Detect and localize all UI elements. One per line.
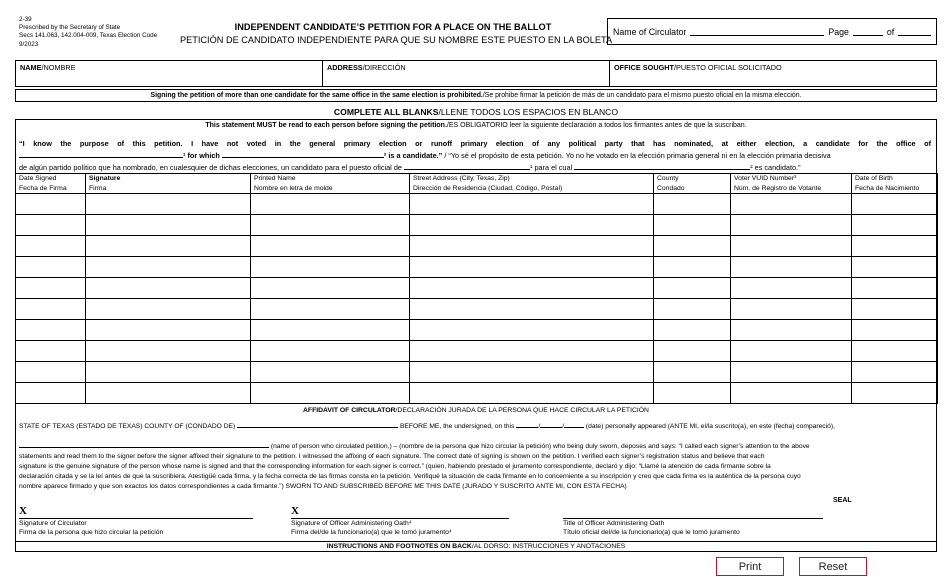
instructions-footnote: INSTRUCTIONS AND FOOTNOTES ON BACK/AL DORSO: INSTRUCCIONES Y ANOTACIONES bbox=[15, 541, 937, 552]
signer-cell[interactable] bbox=[16, 194, 86, 215]
signer-cell[interactable] bbox=[86, 341, 251, 362]
affidavit-body-2: statements and read them to the signer before the signer affixed their signature to the petition. I witnessed the affixing of each signature. The correct date of signing is shown on the petition. I verified each signer’s registration status and believe that each bbox=[19, 453, 765, 461]
circulator-label: Name of Circulator bbox=[613, 26, 687, 37]
signer-cell[interactable] bbox=[16, 257, 86, 278]
signer-cell[interactable] bbox=[251, 215, 410, 236]
signer-cell[interactable] bbox=[731, 257, 852, 278]
officer-signature-label-es: Firma del/de la funcionario(a) que le tomó juramento⁴ bbox=[291, 529, 452, 537]
col-date-signed: Date Signed Fecha de Firma bbox=[16, 174, 86, 194]
signer-cell[interactable] bbox=[410, 236, 654, 257]
col-signature: Signature Firma bbox=[86, 174, 251, 194]
table-row bbox=[16, 341, 938, 362]
signer-cell[interactable] bbox=[251, 236, 410, 257]
table-row bbox=[16, 299, 938, 320]
x-mark: X bbox=[291, 505, 299, 517]
table-row bbox=[16, 383, 938, 404]
table-header-row bbox=[16, 174, 938, 194]
title-english: INDEPENDENT CANDIDATE’S PETITION FOR A PLACE ON THE BALLOT bbox=[234, 22, 552, 32]
officer-title-block bbox=[563, 506, 823, 537]
officer-title-line[interactable] bbox=[563, 506, 823, 519]
of-label: of bbox=[886, 26, 895, 37]
table-row bbox=[16, 278, 938, 299]
affidavit-year-input[interactable] bbox=[564, 420, 584, 428]
signer-cell[interactable] bbox=[16, 320, 86, 341]
officer-title-label: Title of Officer Administering Oath bbox=[563, 520, 665, 527]
x-mark: X bbox=[19, 505, 27, 517]
signer-cell[interactable] bbox=[16, 383, 86, 404]
signer-cell[interactable] bbox=[410, 341, 654, 362]
affidavit-title: AFFIDAVIT OF CIRCULATOR/DECLARACIÓN JURADA DE LA PERSONA QUE HACE CIRCULAR LA PETICIÓN bbox=[303, 407, 649, 414]
signer-cell[interactable] bbox=[654, 236, 731, 257]
signer-cell[interactable] bbox=[852, 194, 938, 215]
affidavit-body-3: signature is the genuine signature of the person whose name is signed and that the corresponding information for each signer is correct.” (quien, habiendo prestado el juramento correspondiente, declaró y dijo: “Llamé la atención de cada firmante sobre la bbox=[19, 463, 771, 471]
signer-cell[interactable] bbox=[731, 341, 852, 362]
signer-cell[interactable] bbox=[251, 278, 410, 299]
signer-cell[interactable] bbox=[410, 383, 654, 404]
office-blank-2[interactable] bbox=[404, 161, 530, 170]
signer-cell[interactable] bbox=[731, 299, 852, 320]
signer-cell[interactable] bbox=[654, 299, 731, 320]
circulator-box bbox=[607, 18, 937, 45]
candidate-blank-2[interactable] bbox=[574, 161, 750, 170]
table-row bbox=[16, 236, 938, 257]
officer-title-label-es: Título oficial del/de la funcionario(a) que le tomó juramento bbox=[563, 529, 740, 537]
signer-cell[interactable] bbox=[852, 299, 938, 320]
signer-cell[interactable] bbox=[654, 215, 731, 236]
candidate-address-field[interactable]: ADDRESS/DIRECCIÓN bbox=[323, 61, 610, 86]
signer-cell[interactable] bbox=[16, 299, 86, 320]
signer-cell[interactable] bbox=[654, 383, 731, 404]
signer-cell[interactable] bbox=[86, 194, 251, 215]
signer-cell[interactable] bbox=[852, 341, 938, 362]
signer-cell[interactable] bbox=[251, 194, 410, 215]
signer-cell[interactable] bbox=[16, 236, 86, 257]
voter-statement bbox=[19, 139, 931, 174]
circulator-name-input[interactable] bbox=[690, 27, 824, 36]
affidavit-body-4: declaración citada y se la leí antes de que la suscribiera. Atestigüé cada firma, y la fecha correcta de las firmas consta en la petición. Verifiqué la situación de cada firmante en lo concerniente a su inscripción y creo que cada firma es la auténtica de la persona cuyo bbox=[19, 473, 801, 481]
statement-line-2: ¹ for which ² is a candidate.” / “Yo sé el propósito de esta petición. Yo no he votado en la elección primaria general ni en la elección primaria decisiva bbox=[19, 149, 931, 161]
county-input[interactable] bbox=[237, 420, 398, 428]
signer-cell[interactable] bbox=[852, 278, 938, 299]
page-total-input[interactable] bbox=[898, 27, 931, 36]
signature-table bbox=[15, 173, 938, 404]
table-row bbox=[16, 257, 938, 278]
office-blank-1[interactable] bbox=[19, 149, 183, 158]
signer-cell[interactable] bbox=[251, 341, 410, 362]
signer-cell[interactable] bbox=[251, 320, 410, 341]
signer-cell[interactable] bbox=[251, 362, 410, 383]
signer-cell[interactable] bbox=[86, 278, 251, 299]
officer-signature-line[interactable] bbox=[291, 506, 509, 519]
candidate-blank-1[interactable] bbox=[222, 149, 384, 158]
page-label: Page bbox=[828, 26, 849, 37]
signer-cell[interactable] bbox=[731, 236, 852, 257]
signer-cell[interactable] bbox=[654, 341, 731, 362]
signer-cell[interactable] bbox=[654, 362, 731, 383]
signer-cell[interactable] bbox=[852, 257, 938, 278]
signer-cell[interactable] bbox=[410, 215, 654, 236]
signer-cell[interactable] bbox=[731, 362, 852, 383]
seal-label: SEAL bbox=[833, 497, 852, 504]
affidavit-body-1: (name of person who circulated petition,) – (nombre de la persona que hizo circular la petición) who being duly sworn, deposes and says: “I called each signer’s attention to the above bbox=[19, 440, 931, 452]
complete-all-blanks: COMPLETE ALL BLANKS/LLENE TODOS LOS ESPACIOS EN BLANCO bbox=[333, 107, 619, 117]
table-row bbox=[16, 362, 938, 383]
signer-cell[interactable] bbox=[86, 320, 251, 341]
circulator-signature-label-es: Firma de la persona que hizo circular la petición bbox=[19, 529, 164, 537]
col-printed-name: Printed Name Nombre en letra de molde bbox=[251, 174, 410, 194]
signer-cell[interactable] bbox=[16, 278, 86, 299]
statement-header: This statement MUST be read to each person before signing the petition./ES OBLIGATORIO leer la siguiente declaración a todos los firmantes antes de que la suscriban. bbox=[205, 122, 747, 129]
title-spanish: PETICIÓN DE CANDIDATO INDEPENDIENTE PARA QUE SU NOMBRE ESTE PUESTO EN LA BOLETA bbox=[180, 35, 613, 45]
officer-signature-block bbox=[291, 506, 509, 537]
signer-cell[interactable] bbox=[731, 194, 852, 215]
signer-cell[interactable] bbox=[251, 299, 410, 320]
signer-cell[interactable] bbox=[852, 320, 938, 341]
signer-cell[interactable] bbox=[654, 278, 731, 299]
form-number: 2-39 bbox=[19, 16, 32, 23]
table-row bbox=[16, 215, 938, 236]
circulator-sworn-name-input[interactable] bbox=[19, 440, 269, 448]
signer-cell[interactable] bbox=[731, 383, 852, 404]
office-sought-field[interactable]: OFFICE SOUGHT/PUESTO OFICIAL SOLICITADO bbox=[614, 63, 782, 72]
signer-cell[interactable] bbox=[251, 257, 410, 278]
affidavit-day-input[interactable] bbox=[516, 420, 538, 428]
signer-cell[interactable] bbox=[654, 194, 731, 215]
signer-cell[interactable] bbox=[852, 383, 938, 404]
prescribed-by: Prescribed by the Secretary of State bbox=[19, 24, 121, 32]
signer-cell[interactable] bbox=[410, 362, 654, 383]
signer-cell[interactable] bbox=[654, 320, 731, 341]
signer-cell[interactable] bbox=[852, 236, 938, 257]
signer-cell[interactable] bbox=[86, 299, 251, 320]
candidate-info-row bbox=[15, 60, 937, 87]
signer-cell[interactable] bbox=[86, 236, 251, 257]
signer-cell[interactable] bbox=[852, 215, 938, 236]
affidavit-text bbox=[19, 420, 931, 493]
affidavit-month-input[interactable] bbox=[540, 420, 562, 428]
signer-cell[interactable] bbox=[16, 362, 86, 383]
statement-line-3: de algún partido político que ha nombrado, en cualesquier de dichas elecciones, un candidato para el puesto oficial de ¹ para el cual ² es candidato.” bbox=[19, 163, 801, 173]
signer-cell[interactable] bbox=[410, 278, 654, 299]
table-row bbox=[16, 194, 938, 215]
page-number-input[interactable] bbox=[853, 27, 883, 36]
signer-cell[interactable] bbox=[731, 320, 852, 341]
signer-cell[interactable] bbox=[86, 362, 251, 383]
signer-cell[interactable] bbox=[410, 194, 654, 215]
candidate-name-field[interactable]: NAME/NOMBRE bbox=[16, 61, 323, 86]
table-row bbox=[16, 320, 938, 341]
circulator-signature-line[interactable] bbox=[19, 506, 253, 519]
signer-cell[interactable] bbox=[86, 215, 251, 236]
circulator-signature-label: Signature of Circulator bbox=[19, 520, 87, 527]
signer-cell[interactable] bbox=[251, 383, 410, 404]
affidavit-state-line: STATE OF TEXAS (ESTADO DE TEXAS) COUNTY OF (CONDADO DE) BEFORE ME, the undersigned, on this / / (date) personally appeared (ANTE MI, el/la suscrito(a), en este (fecha) compareció), bbox=[19, 420, 931, 432]
form-date: 9/2023 bbox=[19, 40, 39, 48]
col-voter-vuid: Voter VUID Number³ Núm. de Registro de Votante bbox=[731, 174, 852, 194]
prohibition-notice: Signing the petition of more than one candidate for the same office in the same election is prohibited./Se prohibe firmar la petición de más de un candidato para el mismo puesto oficial en la misma elección. bbox=[15, 89, 937, 102]
statement-line-1: “I know the purpose of this petition. I have not voted in the general primary election or runoff primary election of any political party that has nominated, at either election, a candidate for the office of bbox=[19, 139, 931, 148]
circulator-signature-block bbox=[19, 506, 253, 537]
signer-cell[interactable] bbox=[16, 341, 86, 362]
signer-cell[interactable] bbox=[86, 383, 251, 404]
signer-cell[interactable] bbox=[16, 215, 86, 236]
col-county: County Condado bbox=[654, 174, 731, 194]
signer-cell[interactable] bbox=[852, 362, 938, 383]
affidavit-body-5: nombre aparece firmado y que son exactos los datos correspondientes a cada firmante.”) SWORN TO AND SUBSCRIBED BEFORE ME THIS DATE (JURADO Y SUSCRITO ANTE MI, CON ESTA FECHA) bbox=[19, 483, 627, 491]
signer-cell[interactable] bbox=[410, 299, 654, 320]
col-street-address: Street Address (City, Texas, Zip) Dirección de Residencia (Ciudad, Código, Postal) bbox=[410, 174, 654, 194]
signer-cell[interactable] bbox=[410, 320, 654, 341]
signer-cell[interactable] bbox=[654, 257, 731, 278]
signer-cell[interactable] bbox=[410, 257, 654, 278]
signer-cell[interactable] bbox=[731, 278, 852, 299]
signer-cell[interactable] bbox=[86, 257, 251, 278]
election-code: Secs 141.063, 142.004-009, Texas Election Code bbox=[19, 32, 158, 40]
form-meta bbox=[19, 16, 157, 49]
reset-button[interactable]: Reset bbox=[799, 557, 867, 576]
officer-signature-label: Signature of Officer Administering Oath⁴ bbox=[291, 520, 412, 527]
print-button[interactable]: Print bbox=[716, 557, 784, 576]
col-date-of-birth: Date of Birth Fecha de Nacimiento bbox=[852, 174, 938, 194]
signer-cell[interactable] bbox=[731, 215, 852, 236]
